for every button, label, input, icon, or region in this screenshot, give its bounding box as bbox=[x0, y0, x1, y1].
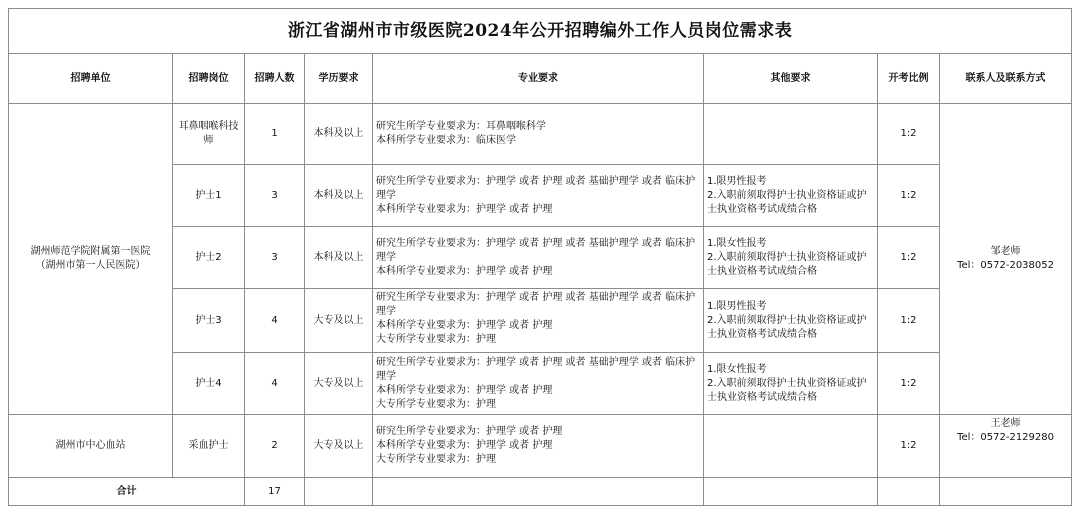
header-row bbox=[9, 54, 1072, 104]
empty-cell bbox=[305, 478, 373, 506]
other-cell: 1.限男性报考 2.入职前须取得护士执业资格证或护士执业资格考试成绩合格 bbox=[704, 165, 878, 227]
header-unit: 招聘单位 bbox=[9, 54, 173, 104]
header-count: 招聘人数 bbox=[245, 54, 305, 104]
total-label: 合计 bbox=[9, 478, 245, 506]
position-cell: 采血护士 bbox=[173, 415, 245, 478]
header-education: 学历要求 bbox=[305, 54, 373, 104]
education-cell: 本科及以上 bbox=[305, 104, 373, 165]
other-cell bbox=[704, 104, 878, 165]
table-row bbox=[9, 104, 1072, 165]
empty-cell bbox=[940, 478, 1072, 506]
ratio-cell: 1:2 bbox=[878, 165, 940, 227]
header-ratio: 开考比例 bbox=[878, 54, 940, 104]
count-cell: 3 bbox=[245, 165, 305, 227]
unit-name-cell: 湖州市中心血站 bbox=[9, 415, 173, 478]
empty-cell bbox=[704, 478, 878, 506]
title-row bbox=[9, 9, 1072, 54]
position-cell: 护士4 bbox=[173, 353, 245, 415]
position-cell: 耳鼻咽喉科技 师 bbox=[173, 104, 245, 165]
major-cell: 研究生所学专业要求为：耳鼻咽喉科学 本科所学专业要求为：临床医学 bbox=[373, 104, 704, 165]
count-cell: 3 bbox=[245, 227, 305, 289]
position-cell: 护士2 bbox=[173, 227, 245, 289]
other-cell: 1.限男性报考 2.入职前须取得护士执业资格证或护士执业资格考试成绩合格 bbox=[704, 289, 878, 353]
count-cell: 2 bbox=[245, 415, 305, 478]
ratio-cell: 1:2 bbox=[878, 289, 940, 353]
major-cell: 研究生所学专业要求为：护理学 或者 护理 或者 基础护理学 或者 临床护理学 本科所学专业要求为：护理学 或者 护理 bbox=[373, 227, 704, 289]
education-cell: 本科及以上 bbox=[305, 165, 373, 227]
header-major: 专业要求 bbox=[373, 54, 704, 104]
other-cell: 1.限女性报考 2.入职前须取得护士执业资格证或护士执业资格考试成绩合格 bbox=[704, 227, 878, 289]
page-title: 浙江省湖州市市级医院2024年公开招聘编外工作人员岗位需求表 bbox=[9, 9, 1072, 54]
ratio-cell: 1:2 bbox=[878, 227, 940, 289]
ratio-cell: 1:2 bbox=[878, 104, 940, 165]
education-cell: 本科及以上 bbox=[305, 227, 373, 289]
major-cell: 研究生所学专业要求为：护理学 或者 护理 或者 基础护理学 或者 临床护理学 本科所学专业要求为：护理学 或者 护理 大专所学专业要求为：护理 bbox=[373, 289, 704, 353]
contact-cell: 邹老师 Tel：0572-2038052 bbox=[940, 104, 1072, 415]
header-contact: 联系人及联系方式 bbox=[940, 54, 1072, 104]
education-cell: 大专及以上 bbox=[305, 353, 373, 415]
ratio-cell: 1:2 bbox=[878, 415, 940, 478]
major-cell: 研究生所学专业要求为：护理学 或者 护理 本科所学专业要求为：护理学 或者 护理 大专所学专业要求为：护理 bbox=[373, 415, 704, 478]
contact-cell: 王老师 Tel：0572-2129280 bbox=[940, 415, 1072, 478]
recruitment-sheet bbox=[8, 8, 1071, 506]
empty-cell bbox=[373, 478, 704, 506]
total-count: 17 bbox=[245, 478, 305, 506]
empty-cell bbox=[878, 478, 940, 506]
major-cell: 研究生所学专业要求为：护理学 或者 护理 或者 基础护理学 或者 临床护理学 本科所学专业要求为：护理学 或者 护理 大专所学专业要求为：护理 bbox=[373, 353, 704, 415]
recruitment-table bbox=[8, 8, 1072, 506]
position-cell: 护士1 bbox=[173, 165, 245, 227]
header-other: 其他要求 bbox=[704, 54, 878, 104]
total-row bbox=[9, 478, 1072, 506]
header-position: 招聘岗位 bbox=[173, 54, 245, 104]
major-cell: 研究生所学专业要求为：护理学 或者 护理 或者 基础护理学 或者 临床护理学 本科所学专业要求为：护理学 或者 护理 bbox=[373, 165, 704, 227]
other-cell bbox=[704, 415, 878, 478]
other-cell: 1.限女性报考 2.入职前须取得护士执业资格证或护士执业资格考试成绩合格 bbox=[704, 353, 878, 415]
table-row bbox=[9, 415, 1072, 478]
count-cell: 4 bbox=[245, 353, 305, 415]
education-cell: 大专及以上 bbox=[305, 415, 373, 478]
ratio-cell: 1:2 bbox=[878, 353, 940, 415]
unit-name-cell: 湖州师范学院附属第一医院 （湖州市第一人民医院） bbox=[9, 104, 173, 415]
count-cell: 4 bbox=[245, 289, 305, 353]
position-cell: 护士3 bbox=[173, 289, 245, 353]
count-cell: 1 bbox=[245, 104, 305, 165]
education-cell: 大专及以上 bbox=[305, 289, 373, 353]
